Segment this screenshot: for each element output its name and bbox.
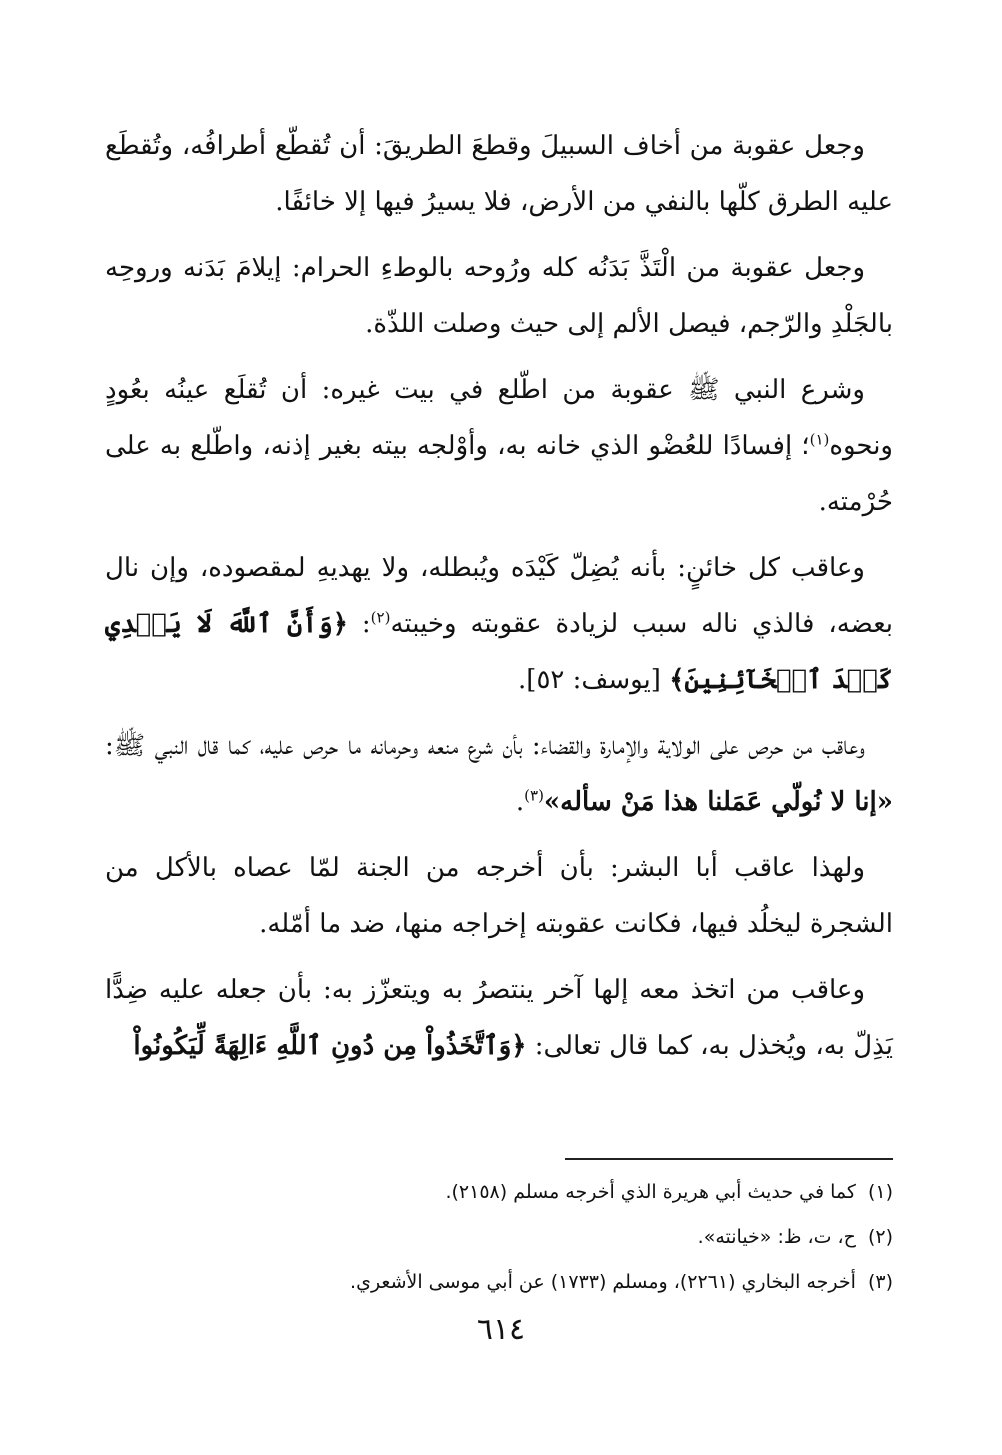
footnote-text: أخرجه البخاري (٢٢٦١)، ومسلم (١٧٣٣) عن أبي موسى الأشعري. — [350, 1271, 856, 1293]
footnote-number: (٣) — [867, 1271, 893, 1293]
paragraph-text: وعاقب من حرص على الولاية والإمارة والقضاء: بأن شرع منعه وحرمانه ما حرص عليه، كما قال النبي ﷺ: — [105, 731, 865, 761]
quran-quote: ﴿وَٱتَّخَذُواْ مِن دُونِ ٱللَّهِ ءَالِهَةً لِّيَكُونُواْ — [133, 1031, 527, 1061]
paragraph-text: وجعل عقوبة من الْتَذَّ بَدَنُه كله ورُوحه بالوطءِ الحرام: إيلامَ بَدَنه وروحِه بالجَلْدِ والرّجم، فيصل الألم إلى حيث وصلت اللذّة. — [105, 253, 893, 339]
page-number: ٦١٤ — [476, 1312, 526, 1347]
footnote-ref-2[interactable]: (٢) — [370, 608, 391, 627]
footnote-divider — [565, 1158, 893, 1160]
paragraph-text: وجعل عقوبة من أخاف السبيلَ وقطعَ الطريقَ: أن تُقطّع أطرافُه، وتُقطَع عليه الطرق كلّها بالنفي من الأرض، فلا يسيرُ فيها إلا خائفًا. — [105, 131, 893, 217]
paragraph-text: وعاقب من اتخذ معه إلها آخر ينتصرُ به ويتعزّز به: بأن جعله عليه ضِدًّا يَذِلّ به، ويُخذل به، كما قال تعالى: — [105, 975, 893, 1061]
paragraph-2 — [105, 240, 893, 352]
paragraph-text: ؛ إفسادًا للعُضْو الذي خانه به، وأوْلجه بيته بغير إذنه، واطّلع به على حُرْمته. — [105, 431, 893, 517]
paragraph-text: ولهذا عاقب أبا البشر: بأن أخرجه من الجنة لمّا عصاه بالأكل من الشجرة ليخلُد فيها، فكانت عقوبته إخراجه منها، ضد ما أمّله. — [105, 853, 893, 939]
footnote-ref-3[interactable]: (٣) — [524, 786, 544, 805]
paragraph-7 — [105, 962, 893, 1074]
paragraph-3 — [105, 362, 893, 530]
footnote-ref-1[interactable]: (١) — [809, 430, 830, 449]
quran-citation: [يوسف: ٥٢]. — [518, 665, 670, 695]
hadith-quote: «إنا لا نُولّي عَمَلنا هذا مَنْ سأله» — [543, 787, 893, 817]
footnote-text: ح، ت، ظ: «خيانته». — [697, 1226, 856, 1248]
paragraph-text: وشرع النبي ﷺ عقوبة من اطّلع في بيت غيره: أن تُقلَع عينُه بعُودٍ ونحوه — [105, 375, 893, 461]
footnote-number: (١) — [867, 1181, 893, 1203]
footnote-1 — [105, 1170, 893, 1215]
paragraph-text: : — [347, 609, 371, 639]
footnote-2 — [105, 1215, 893, 1260]
paragraph-1 — [105, 118, 893, 230]
paragraph-4 — [105, 540, 893, 708]
paragraph-6 — [105, 840, 893, 952]
page-body — [105, 118, 893, 1084]
footnote-3 — [105, 1260, 893, 1305]
paragraph-5 — [105, 718, 893, 830]
paragraph-text: وعاقب كل خائنٍ: بأنه يُضِلّ كَيْدَه ويُبطله، ولا يهديهِ لمقصوده، وإن نال بعضه، فالذي ناله سبب لزيادة عقوبته وخيبته — [105, 553, 893, 639]
footnote-text: كما في حديث أبي هريرة الذي أخرجه مسلم (٢١٥٨). — [445, 1181, 856, 1203]
quran-quote: ﴿وَأَنَّ ٱللَّهَ لَا يَهۡدِي كَيۡدَ ٱلۡخَآئِنِينَ﴾ — [105, 609, 893, 695]
footnote-number: (٢) — [867, 1226, 893, 1248]
paragraph-text: . — [515, 787, 525, 817]
footnotes — [105, 1170, 893, 1305]
